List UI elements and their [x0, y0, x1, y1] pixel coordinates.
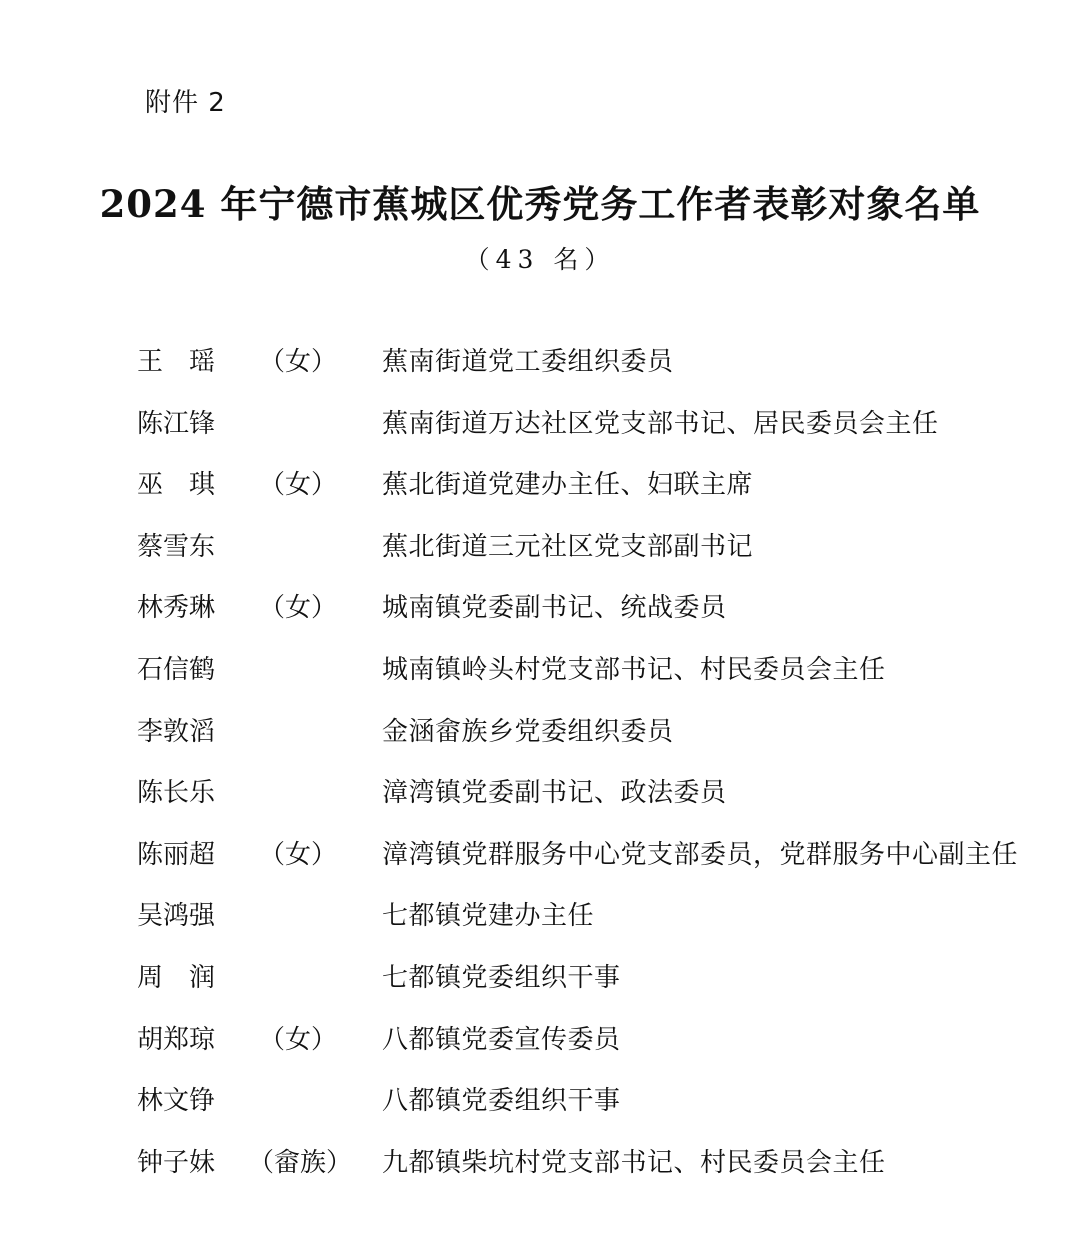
- list-item: [0, 1070, 1080, 1132]
- person-name: 巫 琪: [137, 470, 216, 501]
- person-name: 石信鹤: [137, 654, 216, 685]
- list-item: [0, 1009, 1080, 1071]
- list-item: [0, 824, 1080, 886]
- person-note: （女）: [258, 1024, 337, 1055]
- person-name: 钟子妹: [137, 1147, 216, 1178]
- person-position: 城南镇岭头村党支部书记、村民委员会主任: [382, 654, 886, 685]
- person-position: 金涵畲族乡党委组织委员: [382, 716, 674, 747]
- person-position: 蕉南街道党工委组织委员: [382, 347, 674, 377]
- person-name: 周 润: [137, 962, 216, 993]
- person-note: （女）: [258, 593, 337, 624]
- person-name: 陈长乐: [137, 778, 216, 809]
- person-position: 九都镇柴坑村党支部书记、村民委员会主任: [382, 1147, 886, 1178]
- list-item: [0, 393, 1080, 455]
- person-position: 蕉北街道三元社区党支部副书记: [382, 531, 754, 562]
- person-name: 林秀琳: [137, 593, 216, 624]
- person-position: 漳湾镇党群服务中心党支部委员，党群服务中心副主任: [382, 839, 1019, 870]
- person-name: 王 瑶: [137, 347, 216, 377]
- list-item: [0, 1132, 1080, 1194]
- list-item: [0, 701, 1080, 763]
- list-item: [0, 331, 1080, 393]
- person-position: 城南镇党委副书记、统战委员: [382, 593, 727, 624]
- person-name: 陈丽超: [137, 839, 216, 870]
- list-item: [0, 885, 1080, 947]
- person-name: 蔡雪东: [137, 531, 216, 562]
- recipient-count: （43 名）: [464, 245, 616, 274]
- person-position: 八都镇党委宣传委员: [382, 1024, 621, 1055]
- list-item: [0, 454, 1080, 516]
- person-note: （女）: [258, 347, 337, 377]
- person-name: 吴鸿强: [137, 901, 216, 932]
- person-name: 李敦滔: [137, 716, 216, 747]
- person-position: 八都镇党委组织干事: [382, 1086, 621, 1117]
- person-name: 陈江锋: [137, 408, 216, 439]
- list-item: [0, 947, 1080, 1009]
- person-note: （女）: [258, 470, 337, 501]
- attachment-label: 附件 2: [145, 88, 226, 118]
- list-item: [0, 516, 1080, 578]
- person-name: 胡郑琼: [137, 1024, 216, 1055]
- person-note: （女）: [258, 839, 337, 870]
- person-position: 蕉南街道万达社区党支部书记、居民委员会主任: [382, 408, 939, 439]
- person-position: 七都镇党委组织干事: [382, 962, 621, 993]
- person-position: 漳湾镇党委副书记、政法委员: [382, 778, 727, 809]
- person-name: 林文铮: [137, 1086, 216, 1117]
- document-title: 2024 年宁德市蕉城区优秀党务工作者表彰对象名单: [99, 182, 981, 226]
- list-item: [0, 639, 1080, 701]
- person-position: 蕉北街道党建办主任、妇联主席: [382, 470, 754, 501]
- list-item: [0, 577, 1080, 639]
- person-note: （畲族）: [248, 1147, 353, 1178]
- person-position: 七都镇党建办主任: [382, 901, 595, 932]
- list-item: [0, 762, 1080, 824]
- recipient-list: [0, 331, 1080, 1193]
